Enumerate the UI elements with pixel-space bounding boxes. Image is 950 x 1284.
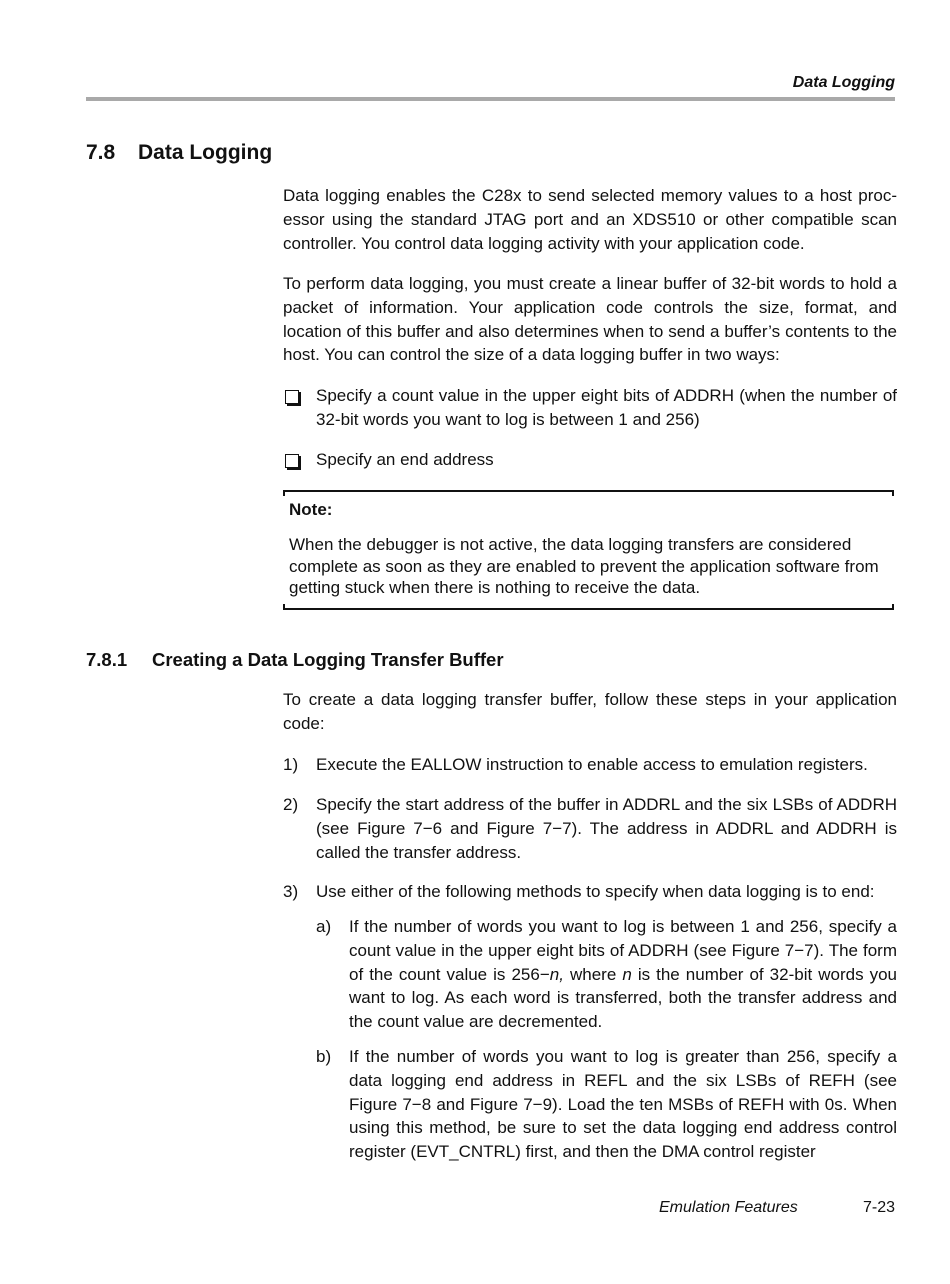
- note-tick: [283, 490, 285, 496]
- subsection-number: 7.8.1: [86, 649, 128, 670]
- checkbox-bullet-icon: [285, 390, 299, 404]
- checkbox-bullet-icon: [285, 454, 299, 468]
- bullet-text: Specify a count value in the upper eight bits of ADDRH (when the number of 32-bit words you want to log is between 1 and 256): [316, 386, 897, 429]
- header-rule: [86, 97, 895, 101]
- footer-chapter-title: Emulation Features: [659, 1199, 798, 1216]
- step-text: Execute the EALLOW instruction to enable access to emulation registers.: [316, 755, 868, 774]
- footer-page-number: 7-23: [862, 1199, 895, 1216]
- note-box: [283, 490, 894, 610]
- note-title: Note:: [289, 500, 333, 519]
- note-top-rule: [283, 490, 894, 492]
- step-text: Use either of the following methods to specify when data logging is to end:: [316, 882, 875, 901]
- section-number: 7.8: [86, 141, 116, 164]
- subsection-title: Creating a Data Logging Transfer Buffer: [152, 649, 504, 670]
- note-bottom-rule: [283, 608, 894, 610]
- substep-letter: b): [316, 1047, 332, 1066]
- running-header: [86, 72, 895, 100]
- intro-paragraph-1: Data logging enables the C28x to send selected memory values to a host processor using the standard JTAG port and an XDS510 or other compatible scan controller. You control data logging activity with your application code.: [283, 186, 897, 253]
- step-text: Specify the start address of the buffer in ADDRL and the six LSBs of ADDRH (see Figure 7−6 and Figure 7−7). The address in ADDRL and ADDRH is called the transfer address.: [316, 795, 897, 862]
- step-number: 3): [283, 882, 299, 901]
- running-header-title: Data Logging: [792, 74, 895, 91]
- section-title: Data Logging: [138, 141, 273, 164]
- intro-paragraph-2: To perform data logging, you must create a linear buffer of 32-bit words to hold a packet of information. Your application code controls the size, format, and location of this buffer and also determines when to send a buffer’s contents to the host. You can control the size of a data logging buffer in two ways:: [283, 274, 897, 365]
- substep-text: If the number of words you want to log is between 1 and 256, specify a count value in the upper eight bits of ADDRH (see Figure 7−7). The form of the count value is 256−n, where n is the number of 32-bit words you want to log. As each word is transferred, both the transfer address and the count value are decremented.: [349, 917, 898, 1032]
- substep-letter: a): [316, 917, 332, 936]
- substep-text: If the number of words you want to log is greater than 256, specify a data logging end address in REFL and the six LSBs of REFH (see Figure 7−8 and Figure 7−9). Load the ten MSBs of REFH with 0s. When using this method, be sure to set the data logging end address control register (EVT_CNTRL) first, and then the DMA control register: [349, 1047, 897, 1162]
- subsection-intro: To create a data logging transfer buffer, follow these steps in your application code:: [283, 690, 897, 733]
- section-heading: [86, 141, 272, 165]
- note-text: When the debugger is not active, the data logging transfers are considered complete as soon as they are enabled to prevent the application software from getting stuck when there is nothing to receive the data.: [289, 535, 879, 597]
- step-number: 1): [283, 755, 299, 774]
- subsection-heading: [86, 649, 504, 671]
- note-tick: [892, 490, 894, 496]
- step-number: 2): [283, 795, 299, 814]
- bullet-text: Specify an end address: [316, 450, 494, 469]
